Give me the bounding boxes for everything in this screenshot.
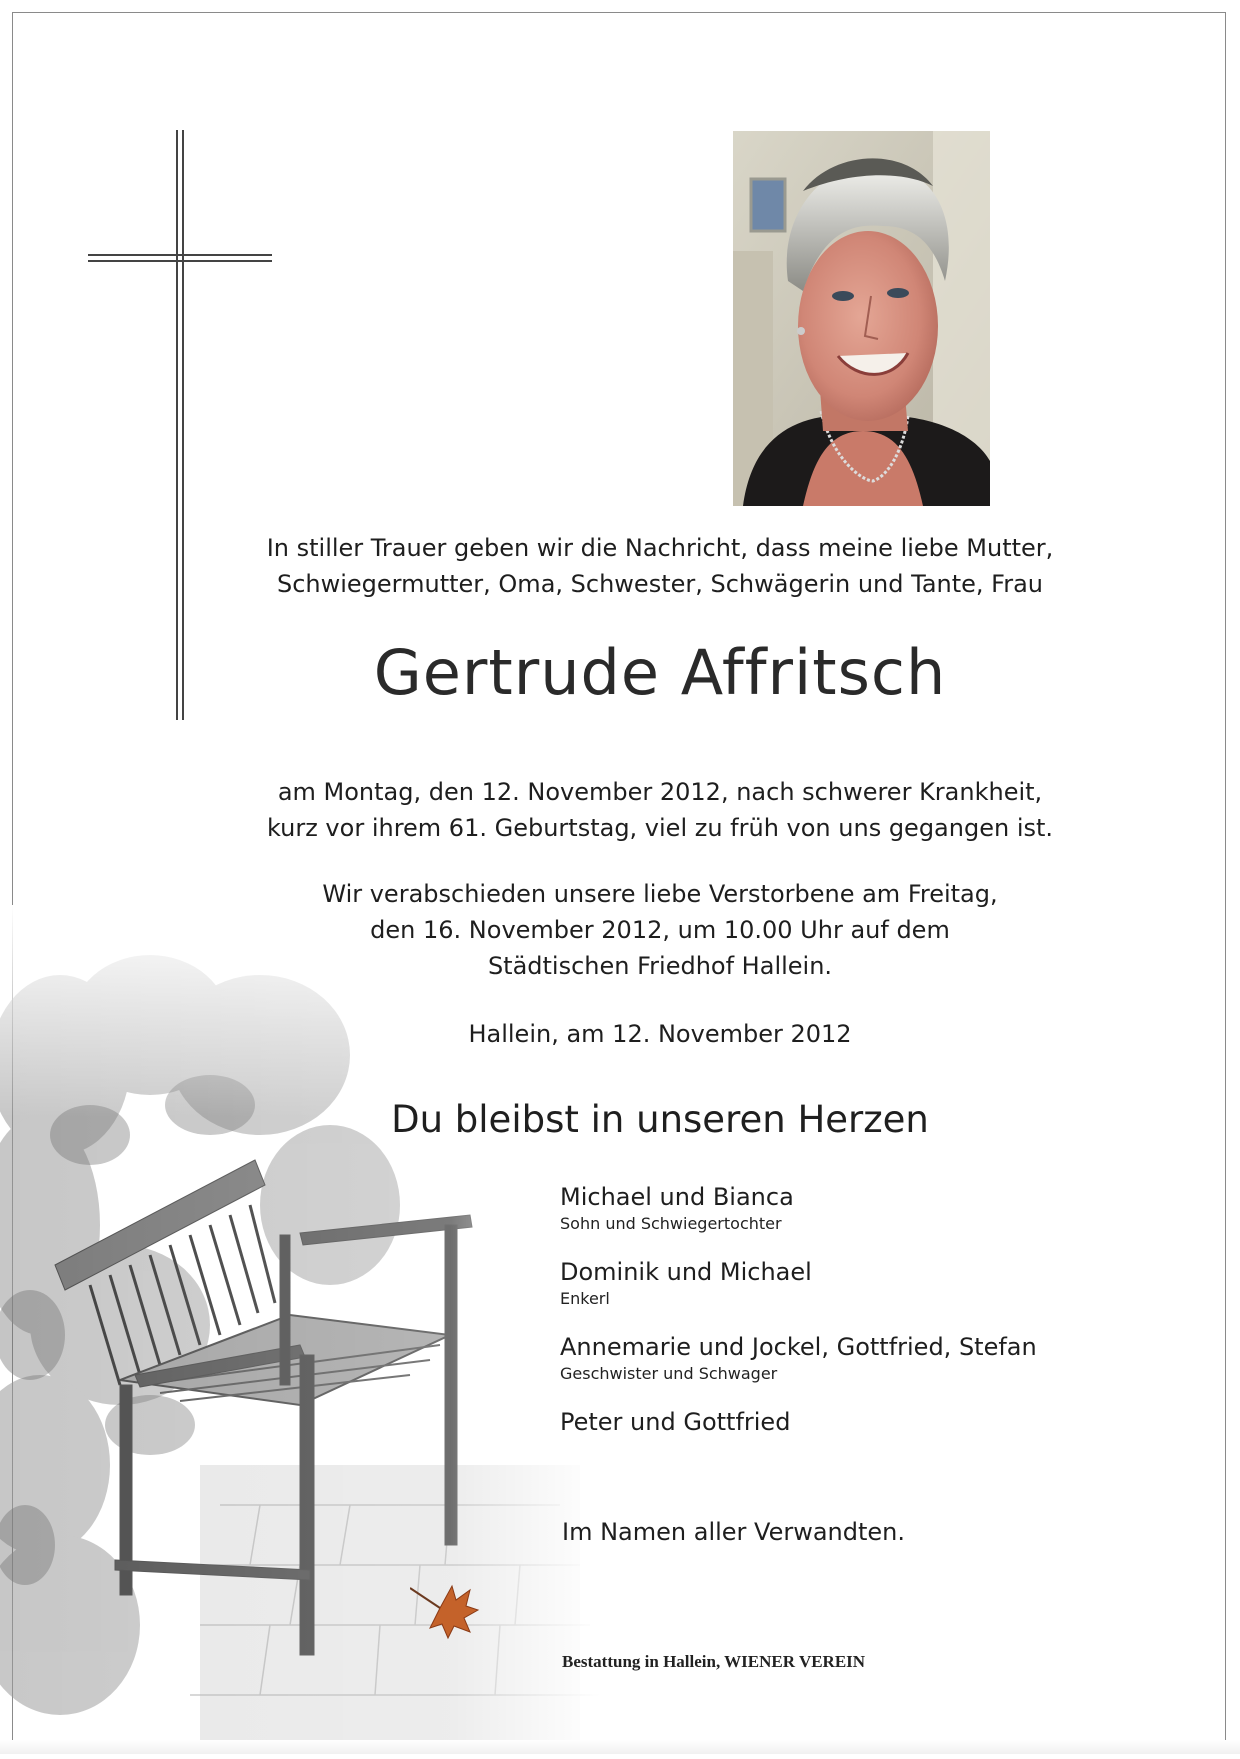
mourner-entry [560, 1180, 1080, 1234]
mourner-relation: Sohn und Schwiegertochter [560, 1214, 782, 1233]
autumn-leaf-icon [410, 1580, 480, 1640]
portrait-photo [733, 131, 990, 506]
memorial-motto: Du bleibst in unseren Herzen [391, 1098, 929, 1141]
mourner-entry [560, 1405, 1080, 1439]
cross-horizontal-beam [88, 254, 272, 262]
mourner-names: Michael und Bianca [560, 1183, 794, 1211]
scan-edge [0, 1740, 1240, 1754]
place-date-text: Hallein, am 12. November 2012 [468, 1020, 852, 1048]
funeral-line-2: den 16. November 2012, um 10.00 Uhr auf dem [370, 916, 950, 944]
mourners-list [560, 1180, 1080, 1460]
funeral-details [260, 876, 1060, 984]
cross-vertical-beam [176, 130, 184, 720]
funeral-line-3: Städtischen Friedhof Hallein. [487, 952, 833, 980]
mourner-names: Peter und Gottfried [560, 1408, 791, 1436]
intro-text [260, 530, 1060, 602]
mourner-names: Annemarie und Jockel, Gottfried, Stefan [560, 1333, 1037, 1361]
mourner-relation: Enkerl [560, 1289, 610, 1308]
intro-line-1: In stiller Trauer geben wir die Nachricht, dass meine liebe Mutter, [266, 534, 1054, 562]
place-date [260, 1016, 1060, 1052]
death-line-2: kurz vor ihrem 61. Geburtstag, viel zu früh von uns gegangen ist. [266, 814, 1054, 842]
mourner-entry [560, 1255, 1080, 1309]
deceased-name: Gertrude Affritsch [373, 636, 947, 709]
intro-line-2: Schwiegermutter, Oma, Schwester, Schwägerin und Tante, Frau [276, 570, 1044, 598]
undertaker-credit: Bestattung in Hallein, WIENER VEREIN [562, 1652, 866, 1671]
mourner-relation: Geschwister und Schwager [560, 1364, 778, 1383]
death-line-1: am Montag, den 12. November 2012, nach schwerer Krankheit, [277, 778, 1043, 806]
mourner-entry [560, 1330, 1080, 1384]
death-notice [260, 774, 1060, 846]
mourner-names: Dominik und Michael [560, 1258, 812, 1286]
funeral-line-1: Wir verabschieden unsere liebe Verstorbene am Freitag, [322, 880, 998, 908]
closing-line: Im Namen aller Verwandten. [562, 1518, 906, 1546]
